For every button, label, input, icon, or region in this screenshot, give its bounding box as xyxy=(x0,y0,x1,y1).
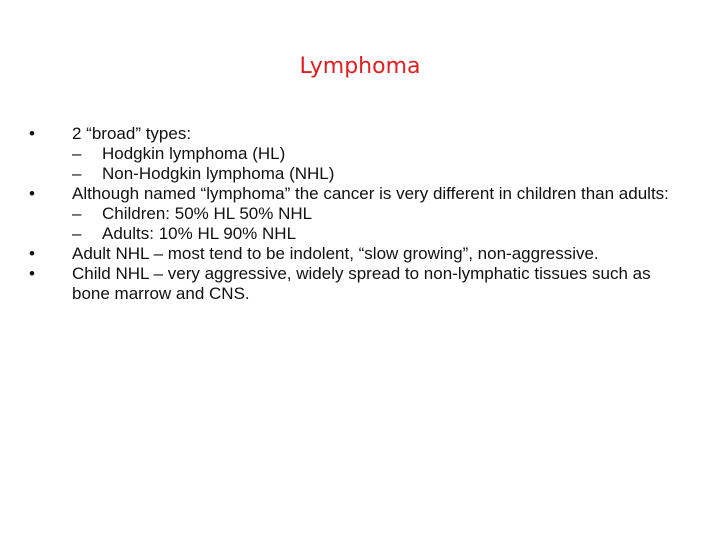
sub-item-text: Adults: 10% HL 90% NHL xyxy=(102,224,297,243)
bullet-text: Although named “lymphoma” the cancer is very different in children than adults: xyxy=(72,184,669,203)
bullet-item xyxy=(0,264,692,304)
sub-item xyxy=(72,204,692,224)
sub-item-text: Hodgkin lymphoma (HL) xyxy=(102,144,286,163)
dash-icon: – xyxy=(72,144,82,163)
sub-item xyxy=(72,164,692,184)
bullet-icon: • xyxy=(29,184,35,203)
sub-item-text: Non-Hodgkin lymphoma (NHL) xyxy=(102,164,335,183)
sub-item xyxy=(72,224,692,244)
sub-item xyxy=(72,144,692,164)
bullet-text: Child NHL – very aggressive, widely spread to non-lymphatic tissues such as bone marrow and CNS. xyxy=(72,264,651,303)
dash-icon: – xyxy=(72,164,82,183)
sub-list xyxy=(72,144,692,184)
bullet-text: 2 “broad” types: xyxy=(72,124,192,143)
bullet-text: Adult NHL – most tend to be indolent, “slow growing”, non-aggressive. xyxy=(72,244,599,263)
bullet-icon: • xyxy=(29,244,35,263)
bullet-icon: • xyxy=(29,124,35,143)
dash-icon: – xyxy=(72,224,82,243)
bullet-item xyxy=(0,244,692,264)
bullet-item xyxy=(0,184,692,244)
bullet-list xyxy=(0,124,720,304)
bullet-item xyxy=(0,124,692,184)
slide-title: Lymphoma xyxy=(299,54,421,79)
bullet-icon: • xyxy=(29,264,35,283)
sub-list xyxy=(72,204,692,244)
sub-item-text: Children: 50% HL 50% NHL xyxy=(102,204,313,223)
dash-icon: – xyxy=(72,204,82,223)
